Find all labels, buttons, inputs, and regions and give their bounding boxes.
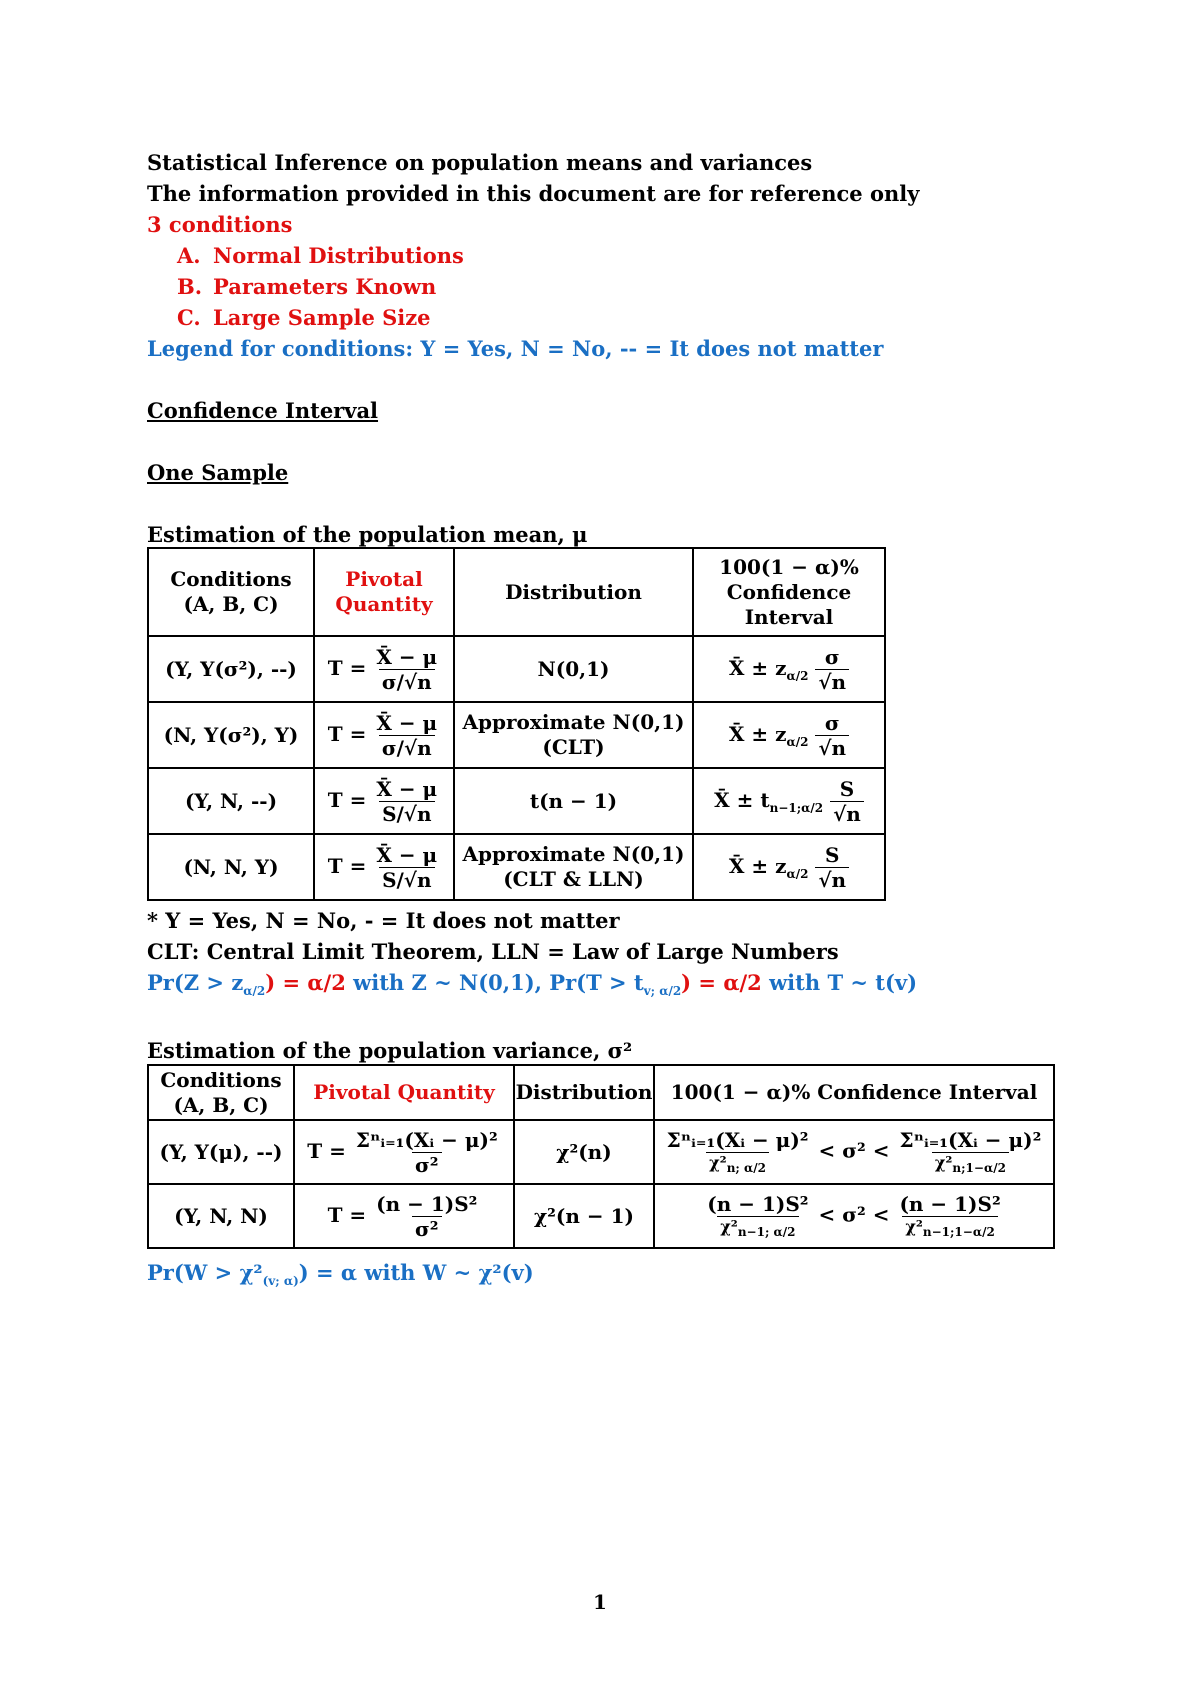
header-ci: 100(1 − α)% Confidence Interval [654, 1065, 1054, 1120]
distribution-cell: t(n − 1) [454, 768, 693, 834]
conditions-heading: 3 conditions [147, 212, 293, 237]
footnote-legend: * Y = Yes, N = No, - = It does not matter [147, 908, 620, 933]
fraction: $\frac{X̄ - \mu}{S/√n}$ [376, 776, 438, 826]
fraction: $\frac{S}{√n}$ [830, 778, 864, 825]
header-ci: 100(1 − α)% Confidence Interval [693, 548, 885, 636]
fraction: $\frac{\text{Σⁿᵢ₌₁(Xᵢ − μ)²}}{\text{σ²}}$ [355, 1127, 498, 1177]
fraction: $\frac{S}{√n}$ [815, 844, 849, 891]
ci-cell: $\frac{\text{Σⁿᵢ₌₁(Xᵢ − μ)²}}{\chi^2_{n; \alpha/2}}$ < σ² < $\frac{\text{Σⁿᵢ₌₁(Xᵢ − μ)²}}{\chi^2_{n;1-\alpha/2}}$ [654, 1120, 1054, 1184]
table-row [148, 702, 885, 768]
fraction: $\frac{\text{(n − 1)S²}}{\text{σ²}}$ [376, 1191, 478, 1241]
variance-table-caption: Estimation of the population variance, σ² [147, 1038, 633, 1063]
mean-estimation-table [147, 547, 886, 901]
footnote-abbreviations: CLT: Central Limit Theorem, LLN = Law of Large Numbers [147, 939, 839, 964]
header-distribution: Distribution [454, 548, 693, 636]
condition-item: B. Parameters Known [177, 274, 437, 299]
table-row [148, 768, 885, 834]
fraction: $\frac{\text{(n − 1)S²}}{\chi^2_{n-1;1-\alpha/2}}$ [899, 1191, 1001, 1239]
table-row [148, 834, 885, 900]
condition-item: C. Large Sample Size [177, 305, 431, 330]
fraction: $\frac{\sigma}{√n}$ [815, 712, 849, 759]
conditions-cell: (Y, N, N) [148, 1184, 294, 1248]
probability-note: $Pr(Z > z_{\alpha/2}) = \alpha/2$ with Z ~ N(0,1), $Pr(T > t_{v; \alpha/2}) = \alpha/2$ with T ~ t(v) [147, 970, 918, 999]
header-conditions: Conditions (A, B, C) [148, 1065, 294, 1120]
page-subtitle: The information provided in this document are for reference only [147, 181, 920, 206]
pivotal-cell: T = $\frac{X̄ - \mu}{S/√n}$ [314, 834, 454, 900]
table-row [148, 1120, 1054, 1184]
pivotal-cell: T = $\frac{\text{(n − 1)S²}}{\text{σ²}}$ [294, 1184, 514, 1248]
fraction: $\frac{X̄ - \mu}{S/√n}$ [376, 842, 438, 892]
header-pivotal: Pivotal Quantity [314, 548, 454, 636]
legend-line: Legend for conditions: Y = Yes, N = No, -- = It does not matter [147, 336, 884, 361]
distribution-cell: χ²(n − 1) [514, 1184, 654, 1248]
conditions-cell: (Y, Y(σ²), --) [148, 636, 314, 702]
fraction: $\frac{\text{(n − 1)S²}}{\chi^2_{n-1; \alpha/2}}$ [707, 1191, 809, 1239]
section-heading: Confidence Interval [147, 398, 379, 423]
header-pivotal: Pivotal Quantity [294, 1065, 514, 1120]
distribution-cell: Approximate N(0,1) (CLT & LLN) [454, 834, 693, 900]
condition-item: A. Normal Distributions [177, 243, 464, 268]
ci-cell: X̄ ± $z_{\alpha/2}$ $\frac{\sigma}{√n}$ [693, 636, 885, 702]
table-header-row [148, 1065, 1054, 1120]
fraction: $\frac{\text{Σⁿᵢ₌₁(Xᵢ − μ)²}}{\chi^2_{n; \alpha/2}}$ [666, 1127, 809, 1175]
fraction: $\frac{\text{Σⁿᵢ₌₁(Xᵢ − μ)²}}{\chi^2_{n;1-\alpha/2}}$ [899, 1127, 1042, 1175]
table-row [148, 636, 885, 702]
ci-cell: $\frac{\text{(n − 1)S²}}{\chi^2_{n-1; \alpha/2}}$ < σ² < $\frac{\text{(n − 1)S²}}{\chi^2_{n-1;1-\alpha/2}}$ [654, 1184, 1054, 1248]
header-conditions: Conditions (A, B, C) [148, 548, 314, 636]
distribution-cell: Approximate N(0,1) (CLT) [454, 702, 693, 768]
pivotal-cell: T = $\frac{\text{Σⁿᵢ₌₁(Xᵢ − μ)²}}{\text{σ²}}$ [294, 1120, 514, 1184]
variance-estimation-table [147, 1064, 1055, 1249]
page-title: Statistical Inference on population means and variances [147, 150, 813, 175]
conditions-cell: (N, N, Y) [148, 834, 314, 900]
variance-probability-note: $Pr(W > \chi^2_{(v; \alpha)}) = \alpha$ with W ~ χ²(v) [147, 1260, 534, 1289]
fraction: $\frac{X̄ - \mu}{\sigma/√n}$ [376, 710, 438, 760]
pivotal-cell: T = $\frac{X̄ - \mu}{\sigma/√n}$ [314, 636, 454, 702]
table-row [148, 1184, 1054, 1248]
fraction: $\frac{X̄ - \mu}{\sigma/√n}$ [376, 644, 438, 694]
conditions-cell: (Y, Y(μ), --) [148, 1120, 294, 1184]
ci-cell: X̄ ± $z_{\alpha/2}$ $\frac{S}{√n}$ [693, 834, 885, 900]
pivotal-cell: T = $\frac{X̄ - \mu}{S/√n}$ [314, 768, 454, 834]
distribution-cell: χ²(n) [514, 1120, 654, 1184]
distribution-cell: N(0,1) [454, 636, 693, 702]
section-subheading: One Sample [147, 460, 289, 485]
conditions-cell: (Y, N, --) [148, 768, 314, 834]
conditions-cell: (N, Y(σ²), Y) [148, 702, 314, 768]
mean-table-caption: Estimation of the population mean, μ [147, 522, 588, 547]
header-distribution: Distribution [514, 1065, 654, 1120]
fraction: $\frac{\sigma}{√n}$ [815, 646, 849, 693]
pivotal-cell: T = $\frac{X̄ - \mu}{\sigma/√n}$ [314, 702, 454, 768]
page-number: 1 [593, 1590, 607, 1614]
ci-cell: X̄ ± $z_{\alpha/2}$ $\frac{\sigma}{√n}$ [693, 702, 885, 768]
table-header-row [148, 548, 885, 636]
ci-cell: X̄ ± $t_{n-1;\alpha/2}$ $\frac{S}{√n}$ [693, 768, 885, 834]
